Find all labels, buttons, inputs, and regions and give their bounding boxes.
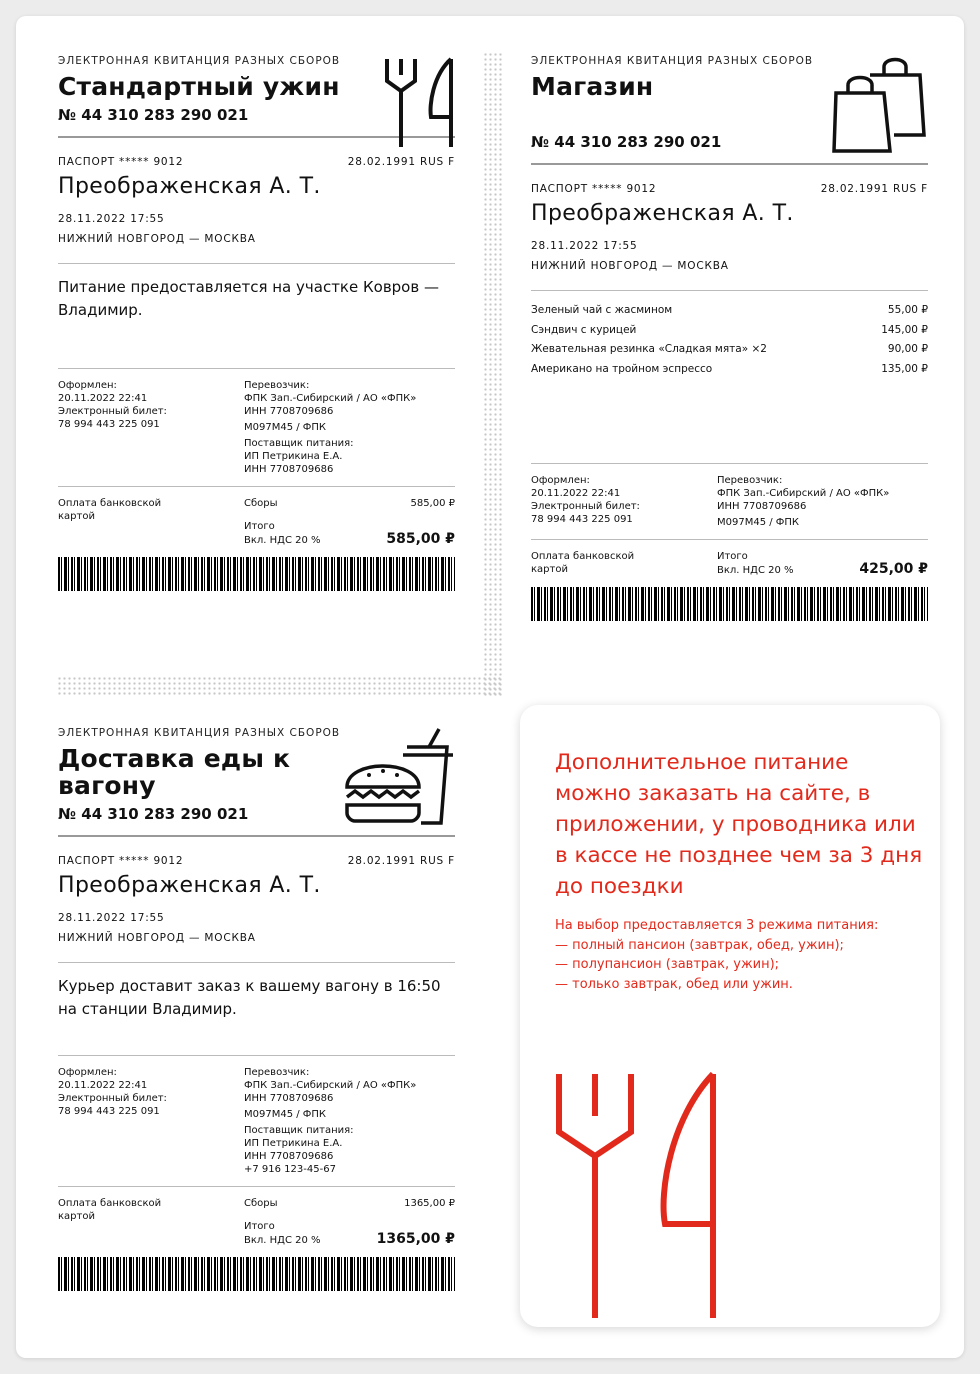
fees-label: Сборы (244, 1198, 278, 1209)
train-number: М097М45 / ФПК (244, 1109, 327, 1120)
carrier-name: ФПК Зап.-Сибирский / АО «ФПК» (244, 1080, 417, 1091)
carrier-label: Перевозчик: (244, 380, 310, 391)
receipt-delivery (58, 727, 455, 1291)
trip-datetime: 28.11.2022 17:55 (58, 912, 165, 924)
supplier-inn: ИНН 7708709686 (244, 464, 334, 475)
list-item: Сэндвич с курицей 145,00 ₽ (531, 323, 928, 336)
carrier-inn: ИНН 7708709686 (717, 501, 807, 512)
receipt-number: № 44 310 283 290 021 (58, 805, 249, 823)
passenger-name: Преображенская А. Т. (531, 201, 794, 226)
total-value: 585,00 ₽ (386, 531, 455, 547)
train-number: М097М45 / ФПК (717, 517, 800, 528)
issued-value: 20.11.2022 22:41 (58, 393, 148, 404)
supplier-label: Поставщик питания: (244, 438, 354, 449)
receipt-kicker: ЭЛЕКТРОННАЯ КВИТАНЦИЯ РАЗНЫХ СБОРОВ (531, 55, 814, 67)
trip-route: НИЖНИЙ НОВГОРОД — МОСКВА (531, 260, 729, 272)
payment-method: Оплата банковской картой (58, 498, 162, 522)
barcode (58, 1257, 455, 1291)
fees-label: Сборы (244, 498, 278, 509)
receipt-title: Стандартный ужин (58, 72, 340, 101)
receipt-note: Курьер доставит заказ к вашему вагону в 16:50 на станции Владимир. (58, 977, 441, 1018)
receipt-number: № 44 310 283 290 021 (58, 106, 249, 124)
receipt-title: Доставка еды к вагону (58, 744, 291, 800)
total-label: Итого (717, 551, 748, 562)
fees-value: 585,00 ₽ (410, 498, 455, 509)
birth-date: 28.02.1991 RUS F (347, 855, 455, 867)
ticket-value: 78 994 443 225 091 (58, 1106, 160, 1117)
list-item: — полупансион (завтрак, ужин); (555, 957, 780, 972)
payment-method: Оплата банковской картой (58, 1198, 162, 1222)
list-item: Жевательная резинка «Сладкая мята» ×2 90,00 ₽ (531, 343, 928, 355)
total-value: 1365,00 ₽ (376, 1231, 455, 1247)
promo-card (520, 705, 940, 1327)
fees-value: 1365,00 ₽ (404, 1198, 455, 1209)
passport: ПАСПОРТ ***** 9012 (58, 855, 184, 867)
ticket-label: Электронный билет: (58, 1093, 167, 1104)
ticket-value: 78 994 443 225 091 (58, 419, 160, 430)
carrier-name: ФПК Зап.-Сибирский / АО «ФПК» (244, 393, 417, 404)
vat-label: Вкл. НДС 20 % (244, 1235, 321, 1246)
receipt-kicker: ЭЛЕКТРОННАЯ КВИТАНЦИЯ РАЗНЫХ СБОРОВ (58, 55, 341, 67)
perforation-vertical (483, 52, 503, 696)
passport: ПАСПОРТ ***** 9012 (58, 156, 184, 168)
fork-knife-icon (555, 1068, 721, 1320)
birth-date: 28.02.1991 RUS F (820, 183, 928, 195)
issued-label: Оформлен: (58, 380, 117, 391)
total-value: 425,00 ₽ (859, 561, 928, 577)
supplier-phone: +7 916 123-45-67 (244, 1164, 336, 1175)
carrier-label: Перевозчик: (717, 475, 783, 486)
birth-date: 28.02.1991 RUS F (347, 156, 455, 168)
carrier-inn: ИНН 7708709686 (244, 1093, 334, 1104)
supplier-label: Поставщик питания: (244, 1125, 354, 1136)
shopping-bags-icon (832, 55, 928, 153)
trip-datetime: 28.11.2022 17:55 (58, 213, 165, 225)
issued-label: Оформлен: (58, 1067, 117, 1078)
issued-label: Оформлен: (531, 475, 590, 486)
receipt-title: Магазин (531, 72, 654, 101)
issued-value: 20.11.2022 22:41 (58, 1080, 148, 1091)
receipt-number: № 44 310 283 290 021 (531, 133, 722, 151)
vat-label: Вкл. НДС 20 % (717, 565, 794, 576)
ticket-label: Электронный билет: (58, 406, 167, 417)
supplier-name: ИП Петрикина Е.А. (244, 451, 343, 462)
carrier-label: Перевозчик: (244, 1067, 310, 1078)
supplier-inn: ИНН 7708709686 (244, 1151, 334, 1162)
burger-drink-icon (343, 727, 455, 825)
receipt-kicker: ЭЛЕКТРОННАЯ КВИТАНЦИЯ РАЗНЫХ СБОРОВ (58, 727, 341, 739)
list-item: Зеленый чай с жасмином 55,00 ₽ (531, 304, 928, 316)
barcode (58, 557, 455, 591)
list-item: Американо на тройном эспрессо 135,00 ₽ (531, 362, 928, 375)
trip-route: НИЖНИЙ НОВГОРОД — МОСКВА (58, 233, 256, 245)
promo-title: Дополнительное питание можно заказать на сайте, в приложении, у проводника или в кассе не позднее чем за 3 дня до поездки (555, 750, 923, 899)
supplier-name: ИП Петрикина Е.А. (244, 1138, 343, 1149)
payment-method: Оплата банковской картой (531, 551, 635, 575)
total-label: Итого (244, 521, 275, 532)
total-label: Итого (244, 1221, 275, 1232)
passenger-name: Преображенская А. Т. (58, 174, 321, 199)
carrier-name: ФПК Зап.-Сибирский / АО «ФПК» (717, 488, 890, 499)
carrier-inn: ИНН 7708709686 (244, 406, 334, 417)
trip-route: НИЖНИЙ НОВГОРОД — МОСКВА (58, 932, 256, 944)
ticket-label: Электронный билет: (531, 501, 640, 512)
receipt-shop (531, 55, 928, 621)
trip-datetime: 28.11.2022 17:55 (531, 240, 638, 252)
train-number: М097М45 / ФПК (244, 422, 327, 433)
ticket-value: 78 994 443 225 091 (531, 514, 633, 525)
promo-text: На выбор предоставляется 3 режима питания: — полный пансион (завтрак, обед, ужин); — полупансион (завтрак, ужин); — только завтрак, обед или ужин. (555, 916, 925, 994)
fork-knife-icon (383, 55, 455, 151)
passport: ПАСПОРТ ***** 9012 (531, 183, 657, 195)
purchase-items (531, 301, 928, 463)
perforation-horizontal (57, 676, 503, 696)
list-item: — полный пансион (завтрак, обед, ужин); (555, 937, 844, 953)
receipt-dinner (58, 55, 455, 591)
receipt-note: Питание предоставляется на участке Ковров — Владимир. (58, 278, 439, 319)
issued-value: 20.11.2022 22:41 (531, 488, 621, 499)
passenger-name: Преображенская А. Т. (58, 873, 321, 898)
list-item: — только завтрак, обед или ужин. (555, 976, 793, 992)
vat-label: Вкл. НДС 20 % (244, 535, 321, 546)
barcode (531, 587, 928, 621)
